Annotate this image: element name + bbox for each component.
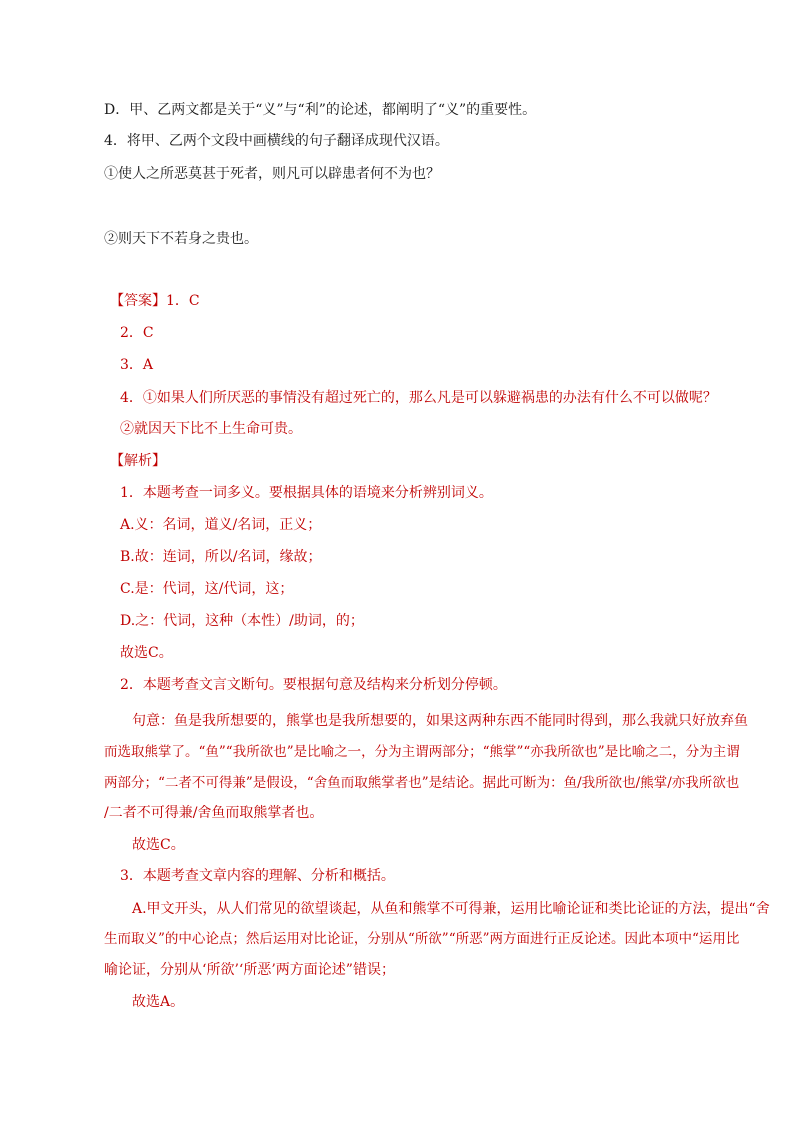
question-4-sentence-1: ①使人之所恶莫甚于死者，则凡可以辟患者何不为也？ <box>104 166 440 182</box>
answer-2: 2．C <box>120 325 154 341</box>
analysis-2-title: 2．本题考查文言文断句。要根据句意及结构来分析划分停顿。 <box>120 677 507 693</box>
analysis-1-choice: 故选C。 <box>120 645 173 661</box>
question-4: 4．将甲、乙两个文段中画横线的句子翻译成现代汉语。 <box>104 133 449 149</box>
answer-block <box>110 291 200 311</box>
analysis-3-choice: 故选A。 <box>132 994 185 1010</box>
analysis-1-option-d: D.之：代词，这种（本性）/助词，的； <box>120 613 364 629</box>
analysis-2-line-4: /二者不可得兼/舍鱼而取熊掌者也。 <box>104 805 324 821</box>
answer-label: 【答案】 <box>110 293 166 309</box>
analysis-2-line-3: 两部分；“二者不可得兼”是假设，“舍鱼而取熊掌者也”是结论。据此可断为：鱼/我所欲也/熊掌/亦我所欲也 <box>104 775 740 791</box>
analysis-1-option-a: A.义：名词，道义/名词，正义； <box>120 517 322 533</box>
question-4-sentence-2: ②则天下不若身之贵也。 <box>104 231 258 247</box>
analysis-1-option-c: C.是：代词，这/代词，这； <box>120 581 294 597</box>
analysis-2-line-2: 而选取熊掌了。“鱼”“我所欲也”是比喻之一，分为主谓两部分；“熊掌”“亦我所欲也”是比喻之二，分为主谓 <box>104 744 740 760</box>
analysis-3-line-2: 生而取义”的中心论点；然后运用对比论证，分别从“所欲”“所恶”两方面进行正反论述。因此本项中“运用比 <box>104 931 740 947</box>
analysis-1-option-b: B.故：连词，所以/名词，缘故； <box>120 549 322 565</box>
analysis-2-line-1: 句意：鱼是我所想要的，熊掌也是我所想要的，如果这两种东西不能同时得到，那么我就只好放弃鱼 <box>132 713 748 729</box>
answer-4-part-2: ②就因天下比不上生命可贵。 <box>120 421 302 437</box>
answer-4-part-1: 4．①如果人们所厌恶的事情没有超过死亡的，那么凡是可以躲避祸患的办法有什么不可以做呢？ <box>120 390 717 406</box>
option-d: D．甲、乙两文都是关于“义”与“利”的论述，都阐明了“义”的重要性。 <box>104 102 537 118</box>
analysis-2-choice: 故选C。 <box>132 837 185 853</box>
answer-3: 3．A <box>120 357 154 373</box>
analysis-1-title: 1．本题考查一词多义。要根据具体的语境来分析辨别词义。 <box>120 485 493 501</box>
analysis-3-title: 3．本题考查文章内容的理解、分析和概括。 <box>120 868 395 884</box>
analysis-3-line-1: A.甲文开头，从人们常见的欲望谈起，从鱼和熊掌不可得兼，运用比喻论证和类比论证的方法，提出“舍 <box>132 901 770 917</box>
analysis-label: 【解析】 <box>110 453 166 469</box>
analysis-3-line-3: 喻论证，分别从‘所欲’‘所恶’两方面论述”错误； <box>104 962 395 978</box>
answer-1: 1．C <box>166 293 200 309</box>
